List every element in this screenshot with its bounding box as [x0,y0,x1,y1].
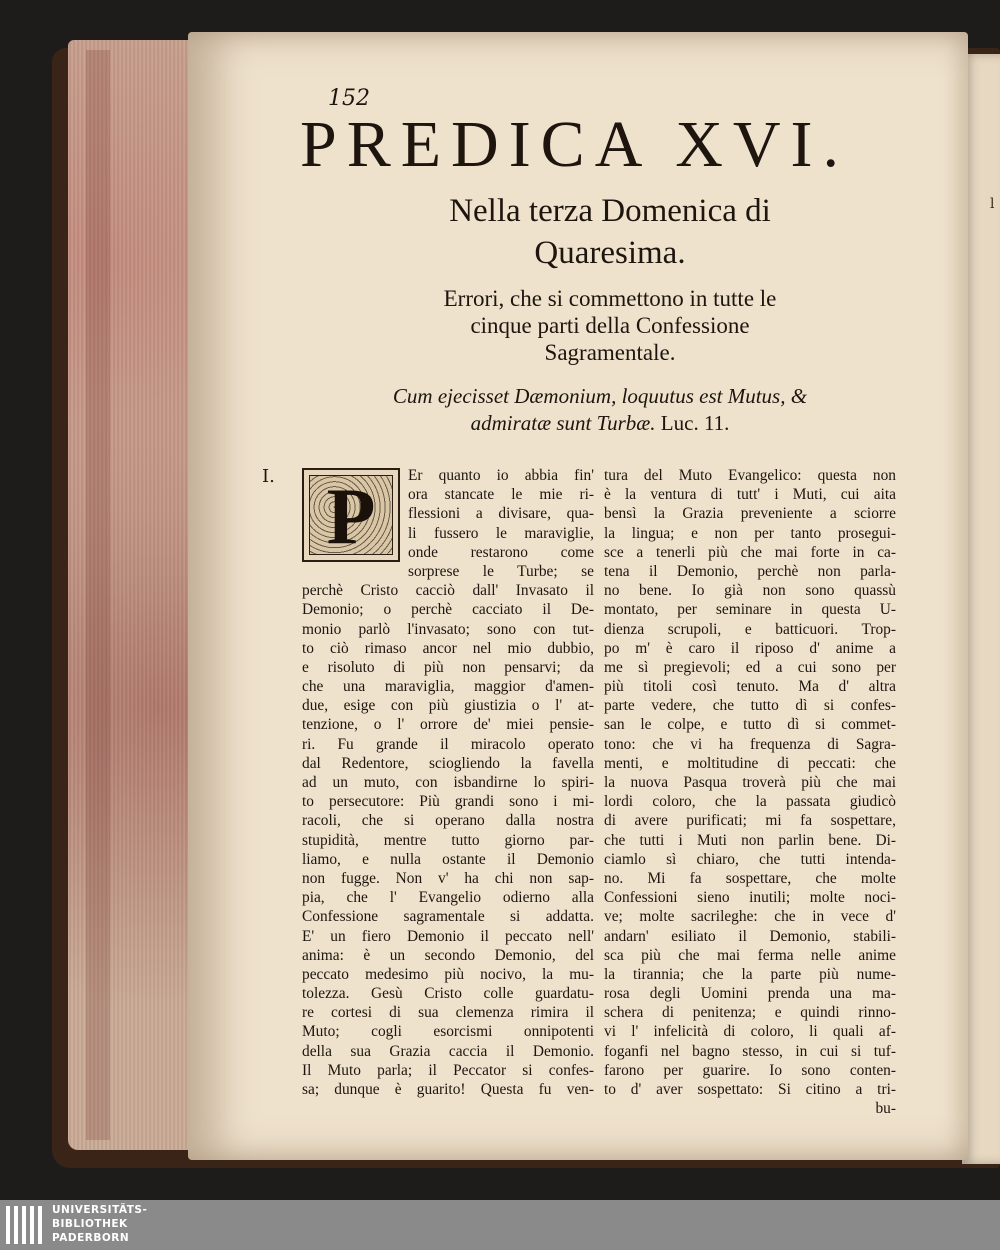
text-line: pia, che l' Evangelio odierno alla [302,889,594,907]
text-line: Confessione sagramentale si addatta. [302,908,594,926]
text-line: tono: che vi ha frequenza di Sagra- [604,735,896,753]
text-line: stupidità, mentre tutto giorno par- [302,831,594,849]
text-line: me sì pregievoli; ed a cui sono per [604,658,896,676]
text-line: re cortesi di sua clemenza rimira il [302,1004,594,1022]
library-name-line: PADERBORN [52,1232,130,1244]
text-line: andarn' esiliato il Demonio, stabili- [604,927,896,945]
text-line: sce a tenerli più che mai forte in ca- [604,543,896,561]
text-line: san le colpe, e tutto dì si commet- [604,716,896,734]
text-line: po m' è caro il riposo d' anime a [604,639,896,657]
text-line: e risoluto di più non pensarvi; da [302,658,594,676]
text-line: bu- [875,1100,896,1118]
library-name-line: BIBLIOTHEK [52,1218,128,1230]
text-line: schera di penitenza; e quindi rinno- [604,1004,896,1022]
drop-cap-letter: P [326,473,376,561]
text-line: li fussero le maraviglie, [408,524,594,542]
text-line: sorprese le Turbe; se [408,562,594,580]
text-line: dienza scrupoli, e batticuori. Trop- [604,620,896,638]
text-line: ad un muto, con isbandirne lo spiri- [302,774,594,791]
text-line: flessioni a divisare, qua- [408,505,594,523]
topic-line: Sagramentale. [544,340,676,365]
text-line: ora stancate le mie ri- [408,486,594,504]
epigraph-reference: Luc. 11. [660,411,730,435]
text-line: no. Mi fa sospettare, che molte [604,869,896,887]
text-line: anima: è un secondo Demonio, del [302,946,594,964]
topic-line: Errori, che si commettono in tutte le [443,286,777,311]
library-name [52,1203,147,1245]
topic-line: cinque parti della Confessione [470,313,750,338]
sermon-title: PREDICA XVI. [300,108,850,181]
epigraph [340,383,860,437]
sermon-subtitle [380,190,840,274]
subtitle-line: Nella terza Domenica di [449,193,771,229]
text-line: onde restarono come [408,543,594,561]
text-line: ve; molte sacrileghe: che in vece d' [604,908,896,926]
text-line: che una maraviglia, maggior d'amen- [302,678,594,696]
text-line: della sua Grazia caccia il Demonio. [302,1042,594,1060]
text-line: è la ventura di tutt' i Muti, cui aita [604,486,896,504]
text-line: più titoli così tenuto. Ma d' altra [604,678,896,696]
text-line: Er quanto io abbia fin' [408,467,594,484]
text-line: racoli, che si operano dalla nostra [302,812,594,830]
text-line: dal Redentore, sciogliendo la favella [302,754,594,772]
text-line: la nuova Pasqua troverà più che mai [604,774,896,791]
text-line: perchè Cristo cacciò dall' Invasato il [302,582,594,600]
epigraph-line: Cum ejecisset Dæmonium, loquutus est Mutus, & [392,384,808,408]
text-line: la lingua; e non per tanto prosegui- [604,524,896,542]
text-line: non fugge. Non v' ha chi non sap- [302,869,594,887]
text-line: tena il Demonio, perchè non parla- [604,562,896,580]
text-line: tolezza. Gesù Cristo colle guardatu- [302,985,594,1003]
library-logo-icon [6,1206,46,1244]
text-line: peccato medesimo più nocivo, la mu- [302,965,594,983]
text-line: farono per guarire. Io sono conten- [604,1061,896,1079]
text-line: parte vedere, che tutto dì si confes- [604,697,896,715]
text-line: che tutti i Muti non parlin bene. Di- [604,831,896,849]
text-line: lordi coloro, che la passata giudicò [604,793,896,811]
text-line: monio parlò l'invasato; sono con tut- [302,620,594,638]
text-line: montato, per seminare in questa U- [604,601,896,619]
text-line: ri. Fu grande il miracolo operato [302,735,594,753]
text-line: Demonio; o perchè cacciato il De- [302,601,594,619]
text-line: di avere purificati; mi fa sospettare, [604,812,896,830]
library-footer-bar [0,1200,1000,1250]
text-line: Il Muto parla; il Peccator si confes- [302,1061,594,1079]
page-edges [68,40,196,1150]
library-name-line: UNIVERSITÄTS- [52,1204,148,1216]
text-line: foganfi nel bagno stesso, in cui si tuf- [604,1042,896,1060]
text-column-right [604,466,896,1118]
text-line: bensì la Grazia preveniente a sciorre [604,505,896,523]
text-line: to persecutore: Più grandi sono i mi- [302,793,594,811]
text-line: ciamlo sì chiaro, che tutti intenda- [604,850,896,868]
text-line: rosa degli Uomini prenda una ma- [604,985,896,1003]
subtitle-line: Quaresima. [534,235,686,271]
text-line: la tirannia; che la parte più nume- [604,965,896,983]
text-line: Confessioni sieno inutili; molte noci- [604,889,896,907]
text-line: Muto; cogli esorcismi onnipotenti [302,1023,594,1041]
text-line: to d' aver sospettato: Si citino a tri- [604,1081,896,1098]
sermon-topic [360,285,860,366]
text-line: sca più che mai ferma nelle anime [604,946,896,964]
facing-page-fragment: l [990,196,995,212]
text-line: vi l' infelicità di coloro, li quali af- [604,1023,896,1041]
text-line: sa; dunque è guarito! Questa fu ven- [302,1081,594,1098]
text-line: to ciò rimaso ancor nel mio dubbio, [302,639,594,657]
text-line: tura del Muto Evangelico: questa non [604,467,896,484]
text-line: no bene. Io già non sono quassù [604,582,896,600]
section-number: I. [262,466,275,487]
text-column-left [302,466,594,1099]
epigraph-line: admiratæ sunt Turbæ. [470,411,656,435]
text-line: tenzione, o l' orrore de' miei pensie- [302,716,594,734]
text-line: E' un fiero Demonio il peccato nell' [302,927,594,945]
text-line: menti, e moltitudine di peccati: che [604,754,896,772]
text-line: due, esige con più giustizia o l' at- [302,697,594,715]
page-number: 152 [328,86,370,111]
text-line: liamo, e nulla ostante il Demonio [302,850,594,868]
